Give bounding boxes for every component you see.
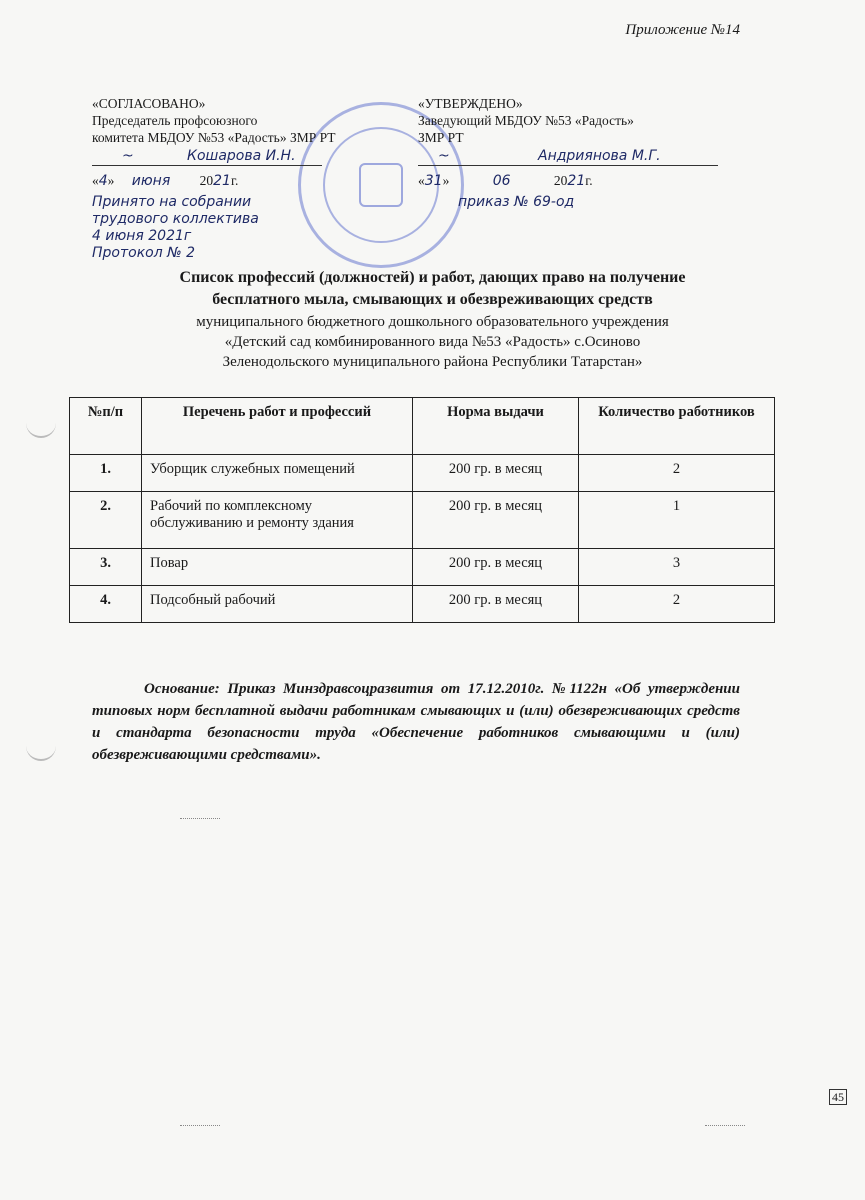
- title-line-1: Список профессий (должностей) и работ, дающих право на получение: [179, 269, 686, 286]
- agreed-date: «4» июня 2021г.: [92, 173, 239, 189]
- appendix-label: Приложение №14: [625, 22, 740, 38]
- agreed-note-1: Принято на собрании: [92, 194, 252, 210]
- header-name: Перечень работ и профессий: [142, 398, 413, 455]
- basis-paragraph: [92, 678, 740, 766]
- signature-icon: ~: [438, 148, 450, 164]
- row-qty: 2: [579, 455, 775, 492]
- row-norm: 200 гр. в месяц: [413, 455, 579, 492]
- approved-block: [418, 95, 738, 211]
- approved-line2: ЗМР РТ: [418, 130, 464, 145]
- scan-mark: [705, 1125, 745, 1127]
- agreed-signature-line: [92, 146, 382, 170]
- row-name: Подсобный рабочий: [142, 586, 413, 623]
- approved-date: «31» 06 2021г.: [418, 173, 593, 189]
- agreed-note-4: Протокол № 2: [92, 245, 196, 261]
- approved-signature-name: Андриянова М.Г.: [538, 148, 661, 164]
- row-num: 3.: [70, 549, 142, 586]
- row-norm: 200 гр. в месяц: [413, 549, 579, 586]
- row-num: 1.: [70, 455, 142, 492]
- row-qty: 3: [579, 549, 775, 586]
- approved-header: «УТВЕРЖДЕНО»: [418, 96, 523, 111]
- table-row: [70, 492, 775, 549]
- approved-signature-line: [418, 146, 738, 170]
- header-norm: Норма выдачи: [413, 398, 579, 455]
- punch-hole-mark: [26, 422, 56, 438]
- signature-icon: ~: [122, 148, 134, 164]
- row-num: 2.: [70, 492, 142, 549]
- title-line-2: бесплатного мыла, смывающих и обезвреживающих средств: [212, 291, 653, 308]
- title-line-4: «Детский сад комбинированного вида №53 «Радость» с.Осиново: [224, 334, 641, 350]
- title-line-5: Зеленодольского муниципального района Республики Татарстан»: [222, 354, 643, 370]
- agreed-note-3: 4 июня 2021г: [92, 228, 192, 244]
- agreed-signature-name: Кошарова И.Н.: [187, 148, 296, 164]
- table-header-row: [70, 398, 775, 455]
- table-row: [70, 586, 775, 623]
- row-name: Рабочий по комплексному обслуживанию и ремонту здания: [142, 492, 413, 549]
- row-name: Повар: [142, 549, 413, 586]
- row-qty: 2: [579, 586, 775, 623]
- scan-mark: [180, 1125, 220, 1127]
- row-name: Уборщик служебных помещений: [142, 455, 413, 492]
- table-row: [70, 549, 775, 586]
- agreed-header: «СОГЛАСОВАНО»: [92, 96, 206, 111]
- basis-text: Основание: Приказ Минздравсоцразвития от 17.12.2010г. №1122н «Об утверждении типовых норм бесплатной выдачи работникам смывающих и (или) обезвреживающих средств и стандарта безопасности труда «Обеспечение работников смывающими и (или) обезвреживающими средствами».: [92, 681, 740, 763]
- agreed-line2: комитета МБДОУ №53 «Радость» ЗМР РТ: [92, 130, 336, 145]
- header-qty: Количество работников: [579, 398, 775, 455]
- professions-table: [69, 397, 775, 623]
- punch-hole-mark: [26, 745, 56, 761]
- agreed-line1: Председатель профсоюзного: [92, 113, 258, 128]
- row-num: 4.: [70, 586, 142, 623]
- table-row: [70, 455, 775, 492]
- agreed-note-2: трудового коллектива: [92, 211, 259, 227]
- title-line-3: муниципального бюджетного дошкольного образовательного учреждения: [196, 314, 669, 330]
- page-number: 45: [829, 1089, 847, 1105]
- header-num: №п/п: [70, 398, 142, 455]
- approved-note-1: приказ № 69-од: [458, 194, 575, 210]
- approved-line1: Заведующий МБДОУ №53 «Радость»: [418, 113, 634, 128]
- scan-mark: [180, 818, 220, 820]
- agreed-block: [92, 95, 382, 262]
- row-norm: 200 гр. в месяц: [413, 586, 579, 623]
- row-norm: 200 гр. в месяц: [413, 492, 579, 549]
- row-qty: 1: [579, 492, 775, 549]
